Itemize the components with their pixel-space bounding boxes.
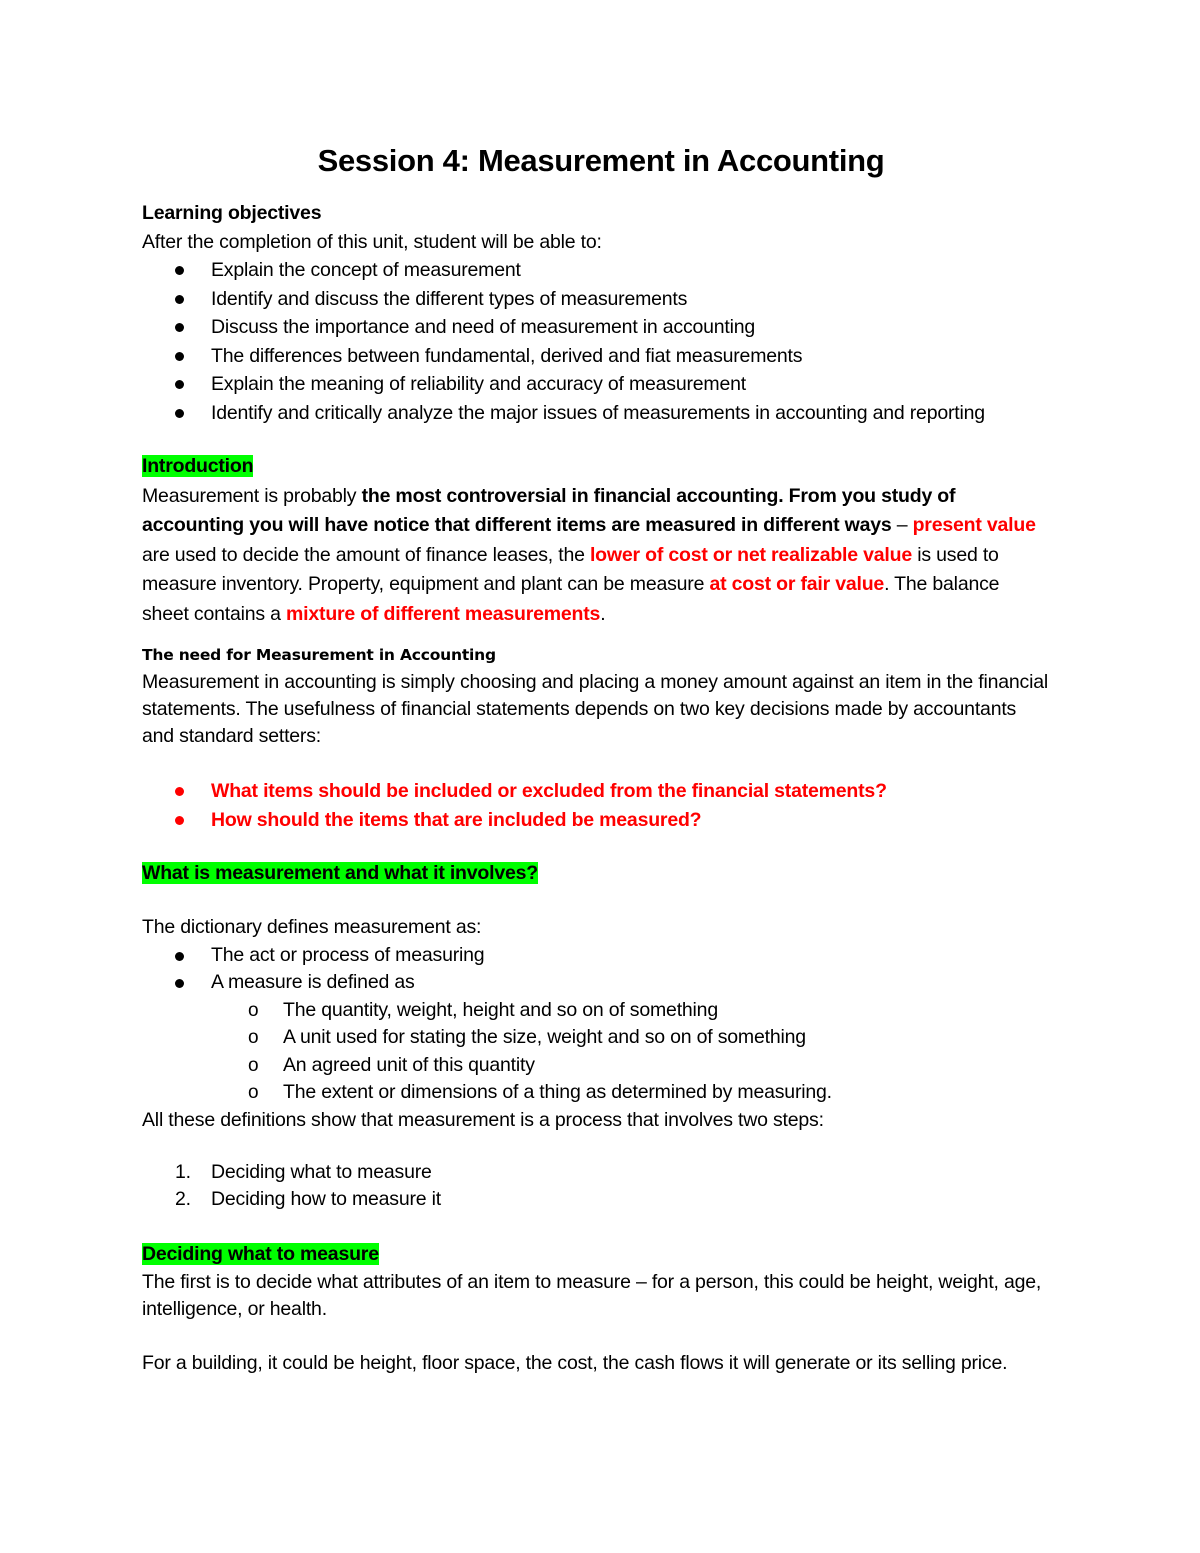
list-item: Explain the concept of measurement — [142, 256, 985, 285]
text-run: Measurement is probably — [142, 484, 362, 507]
emphasis-run: mixture of different measurements — [286, 602, 601, 625]
definition-list — [142, 942, 832, 997]
need-line: statements. The usefulness of financial statements depends on two key decisions made by accountants — [142, 698, 1017, 720]
text-run: sheet contains a — [142, 602, 287, 625]
what-is-intro: The dictionary defines measurement as: — [142, 916, 482, 938]
text-run: . — [600, 602, 606, 625]
deciding-paragraph — [142, 1349, 1007, 1378]
list-item: The act or process of measuring — [142, 942, 832, 970]
text-run: – — [891, 514, 913, 536]
list-item: How should the items that are included be measured? — [142, 806, 887, 835]
what-is-heading: What is measurement and what it involves? — [142, 862, 538, 884]
need-line: and standard setters: — [142, 725, 321, 747]
list-item: A measure is defined as — [142, 969, 832, 997]
text-run: . The balance — [884, 573, 1000, 595]
introduction-line — [142, 511, 1036, 541]
emphasis-run: lower of cost or net realizable value — [589, 543, 913, 566]
list-item: The differences between fundamental, derived and fiat measurements — [142, 342, 985, 371]
steps-list — [142, 1159, 441, 1213]
list-item: Discuss the importance and need of measurement in accounting — [142, 313, 985, 342]
introduction-line — [142, 570, 1036, 600]
questions-list — [142, 777, 887, 834]
steps-section — [142, 1159, 441, 1213]
need-heading: The need for Measurement in Accounting — [142, 646, 496, 664]
emphasis-run: at cost or fair value — [709, 573, 885, 595]
introduction-heading: Introduction — [142, 455, 254, 477]
list-item: Explain the meaning of reliability and accuracy of measurement — [142, 370, 985, 399]
objectives-list — [142, 256, 985, 427]
questions-section — [142, 777, 887, 834]
introduction-section — [142, 452, 1036, 629]
list-item — [142, 1186, 441, 1213]
list-item — [142, 1159, 441, 1186]
objectives-intro: After the completion of this unit, student will be able to: — [142, 230, 602, 253]
deciding-heading: Deciding what to measure — [142, 1243, 379, 1265]
definition-sublist — [142, 997, 832, 1107]
text-run: are used to decide the amount of finance leases, the — [142, 543, 590, 566]
list-item: What items should be included or excluded from the financial statements? — [142, 777, 887, 806]
need-section — [142, 642, 1048, 750]
step-number: 2. — [175, 1188, 191, 1210]
list-item: o The extent or dimensions of a thing as determined by measuring. — [142, 1079, 832, 1107]
step-number: 1. — [175, 1161, 191, 1183]
deciding-line: For a building, it could be height, floor space, the cost, the cash flows it will generate or its selling price. — [142, 1352, 1008, 1374]
what-is-section — [142, 914, 832, 1134]
need-line: Measurement in accounting is simply choosing and placing a money amount against an item in the financial — [142, 671, 1048, 693]
objectives-section — [142, 199, 985, 427]
text-run: is used to — [912, 543, 999, 566]
list-item: Identify and discuss the different types of measurements — [142, 285, 985, 314]
emphasis-run: present value — [912, 514, 1036, 536]
page-title: Session 4: Measurement in Accounting — [317, 143, 885, 178]
step-text: Deciding how to measure it — [211, 1188, 441, 1210]
what-is-heading-row — [142, 859, 538, 888]
bold-run: accounting you will have notice that different items are measured in different ways — [142, 514, 892, 536]
text-run: measure inventory. Property, equipment and plant can be measure — [142, 573, 710, 595]
list-item: o The quantity, weight, height and so on of something — [142, 997, 832, 1025]
list-item: o An agreed unit of this quantity — [142, 1052, 832, 1080]
introduction-line — [142, 541, 1036, 571]
introduction-line — [142, 600, 1036, 630]
objectives-heading: Learning objectives — [142, 202, 322, 224]
deciding-line: The first is to decide what attributes of an item to measure – for a person, this could be height, weight, age, — [142, 1270, 1042, 1293]
step-text: Deciding what to measure — [211, 1161, 432, 1183]
what-is-summary: All these definitions show that measurement is a process that involves two steps: — [142, 1108, 824, 1131]
deciding-section — [142, 1241, 1041, 1324]
introduction-line — [142, 482, 1036, 512]
list-item: o A unit used for stating the size, weight and so on of something — [142, 1024, 832, 1052]
bold-run: the most controversial in financial accounting. From you study of — [361, 484, 956, 507]
list-item: Identify and critically analyze the major issues of measurements in accounting and reporting — [142, 399, 985, 428]
deciding-line: intelligence, or health. — [142, 1298, 327, 1320]
